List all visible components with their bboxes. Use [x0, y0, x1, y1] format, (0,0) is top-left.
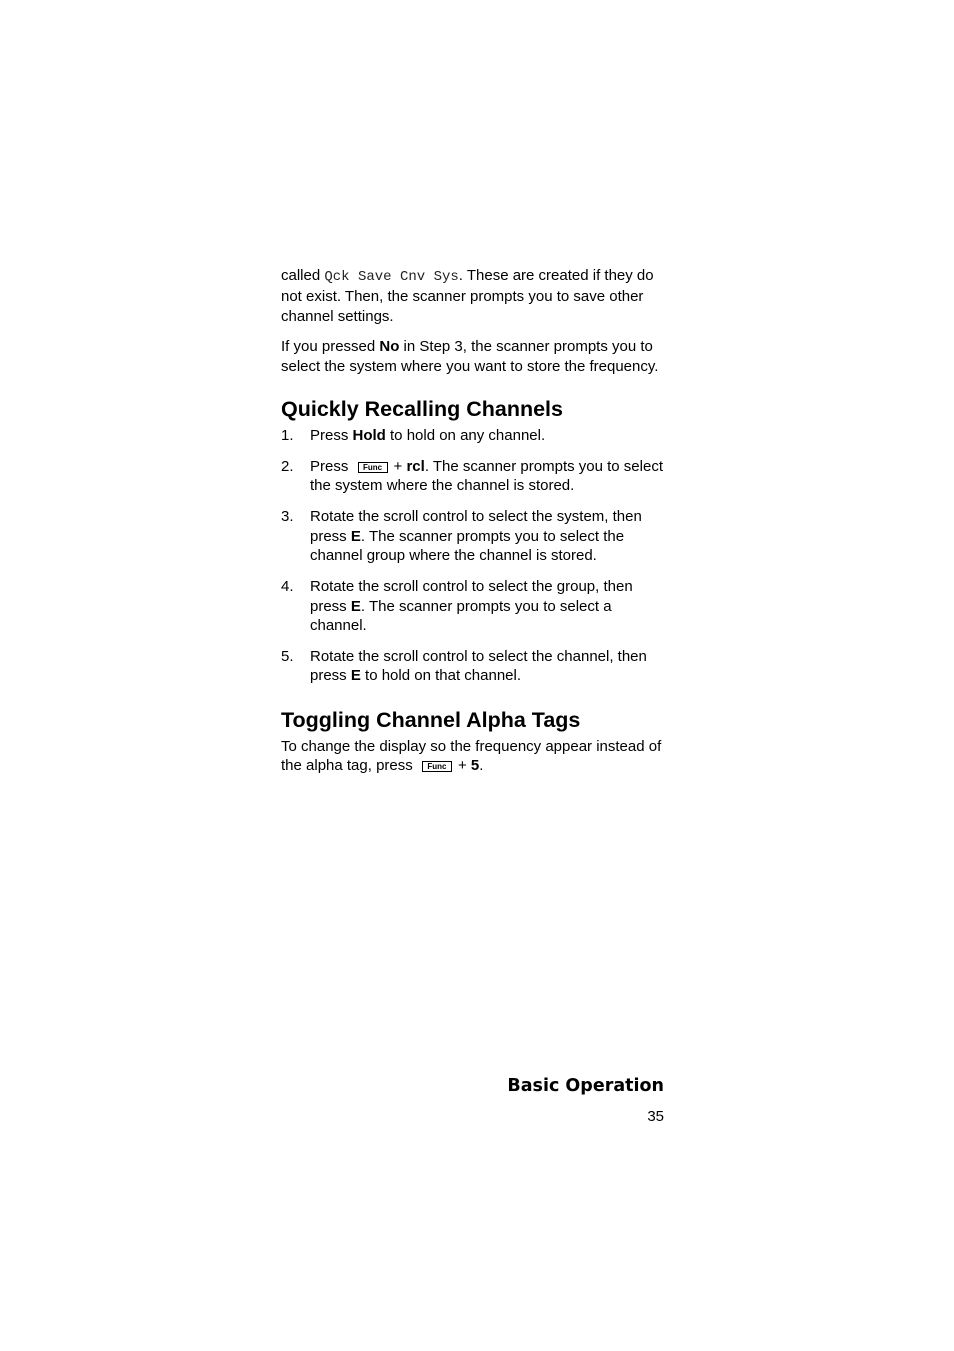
intro-text-rest: in Step 3, the scanner prompts you to select the system where you want to store the frequency.: [281, 338, 659, 375]
step-number: 1.: [281, 427, 294, 445]
step-text: Rotate the scroll control to select the channel, then press: [310, 648, 647, 685]
step-text: . The scanner prompts you to select a channel.: [310, 597, 612, 635]
step-text: Rotate the scroll control to select the group, then press: [310, 578, 633, 615]
func-key-icon: Func: [422, 761, 452, 772]
list-item: [281, 507, 671, 565]
intro-text-rest: . These are created if they do not exist. Then, the scanner prompts you to save other channel settings.: [281, 267, 654, 325]
bold-key: 5: [470, 757, 480, 775]
step-text: +: [393, 458, 407, 476]
bold-key: rcl: [406, 458, 425, 476]
list-item: [281, 457, 671, 496]
intro-text: If you pressed: [281, 338, 380, 356]
section-heading-recall: Quickly Recalling Channels: [281, 397, 563, 422]
bold-key: No: [379, 338, 400, 356]
display-text: Qck Save Cnv Sys: [324, 269, 459, 285]
step-number: 2.: [281, 458, 294, 476]
page-number: 35: [647, 1108, 664, 1125]
step-text: to hold on that channel.: [360, 667, 521, 685]
step-number: 3.: [281, 508, 294, 526]
toggle-text: +: [457, 757, 471, 775]
list-item: [281, 647, 671, 686]
toggle-text: To change the display so the frequency appear instead of the alpha tag, press: [281, 737, 662, 775]
bold-key: E: [350, 667, 361, 685]
list-item: [281, 577, 671, 635]
step-text: . The scanner prompts you to select the system where the channel is stored.: [310, 458, 663, 495]
recall-steps-list: [281, 426, 671, 686]
func-key-icon: Func: [358, 462, 388, 473]
intro-paragraph-1: [281, 266, 671, 326]
list-item: [281, 426, 671, 445]
footer-section-title: Basic Operation: [507, 1076, 664, 1096]
bold-key: E: [350, 527, 361, 545]
step-number: 5.: [281, 648, 294, 666]
bold-key: Hold: [352, 427, 386, 445]
step-number: 4.: [281, 578, 294, 596]
bold-key: E: [350, 597, 361, 615]
toggle-paragraph: [281, 737, 671, 776]
section-heading-toggle: Toggling Channel Alpha Tags: [281, 707, 581, 732]
intro-paragraph-2: [281, 337, 671, 376]
step-text: Press: [310, 427, 353, 445]
step-text: Rotate the scroll control to select the system, then press: [310, 508, 642, 545]
step-text: Press: [310, 458, 353, 476]
step-text: to hold on any channel.: [385, 427, 546, 445]
toggle-text: .: [479, 757, 484, 775]
page-content: [281, 266, 671, 776]
step-text: . The scanner prompts you to select the channel group where the channel is stored.: [310, 527, 625, 565]
intro-text: called: [281, 267, 325, 284]
